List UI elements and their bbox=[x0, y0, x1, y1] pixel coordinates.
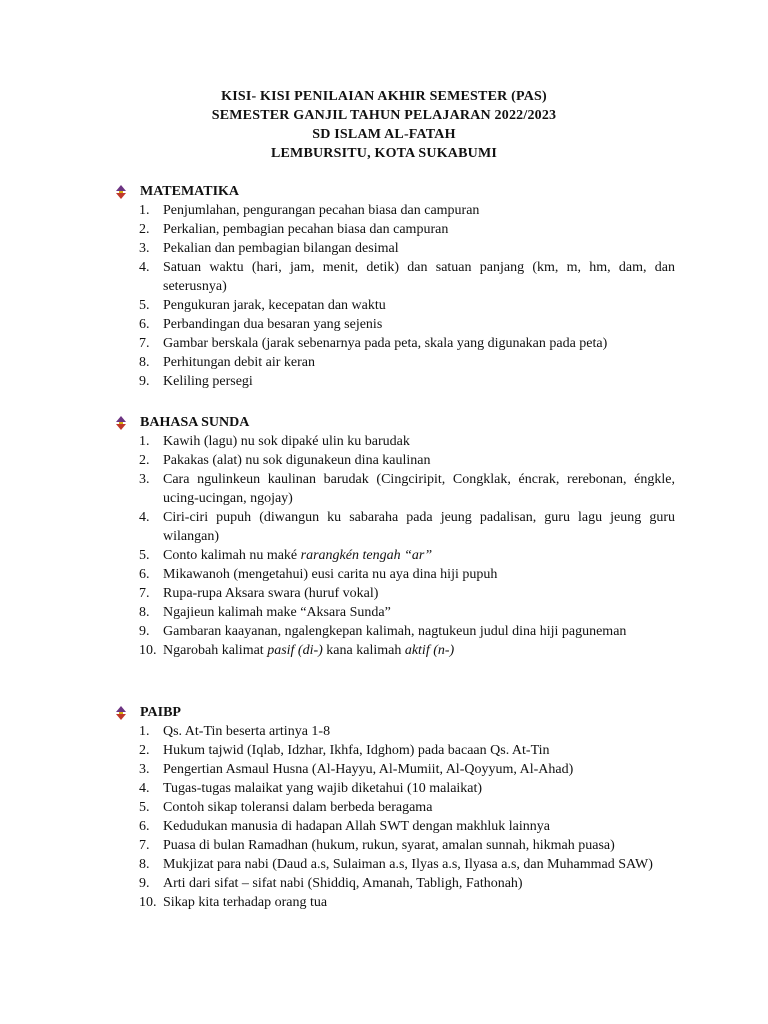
item-text: Gambaran kaayanan, ngalengkepan kalimah, nagtukeun judul dina hiji paguneman bbox=[163, 624, 627, 639]
item-number: 2. bbox=[139, 743, 150, 758]
list-item bbox=[115, 239, 675, 258]
item-number: 9. bbox=[139, 624, 150, 639]
topic-list bbox=[115, 201, 675, 391]
item-number: 7. bbox=[139, 336, 150, 351]
item-text: Cara ngulinkeun kaulinan barudak (Cingciripit, Congklak, éncrak, rerebonan, éngkle, ucing-ucingan, ngojay) bbox=[163, 472, 675, 506]
list-item bbox=[115, 798, 675, 817]
list-item bbox=[115, 201, 675, 220]
item-number: 3. bbox=[139, 472, 150, 487]
list-item bbox=[115, 315, 675, 334]
section-paibp bbox=[115, 703, 675, 912]
list-item bbox=[115, 451, 675, 470]
item-text: Rupa-rupa Aksara swara (huruf vokal) bbox=[163, 586, 379, 601]
topic-list bbox=[115, 432, 675, 660]
list-item bbox=[115, 353, 675, 372]
list-item bbox=[115, 874, 675, 893]
list-item bbox=[115, 779, 675, 798]
item-text: Pakakas (alat) nu sok digunakeun dina kaulinan bbox=[163, 453, 431, 468]
arrow-bullet-icon bbox=[115, 416, 127, 430]
list-item bbox=[115, 622, 675, 641]
item-number: 3. bbox=[139, 241, 150, 256]
item-text: Penjumlahan, pengurangan pecahan biasa dan campuran bbox=[163, 203, 480, 218]
item-number: 10. bbox=[139, 643, 157, 658]
item-number: 9. bbox=[139, 876, 150, 891]
item-text: Sikap kita terhadap orang tua bbox=[163, 895, 328, 910]
item-text: Conto kalimah nu maké bbox=[163, 548, 301, 563]
item-text-italic: rarangkén tengah “ar” bbox=[300, 548, 433, 563]
document-header bbox=[0, 87, 768, 163]
item-text: Hukum tajwid (Iqlab, Idzhar, Ikhfa, Idghom) pada bacaan Qs. At-Tin bbox=[163, 743, 550, 758]
item-text: Qs. At-Tin beserta artinya 1-8 bbox=[163, 724, 331, 739]
item-number: 4. bbox=[139, 781, 150, 796]
item-number: 6. bbox=[139, 567, 150, 582]
list-item bbox=[115, 372, 675, 391]
item-number: 4. bbox=[139, 260, 150, 275]
item-number: 7. bbox=[139, 586, 150, 601]
list-item bbox=[115, 817, 675, 836]
item-text: Tugas-tugas malaikat yang wajib diketahui (10 malaikat) bbox=[163, 781, 483, 796]
item-number: 5. bbox=[139, 800, 150, 815]
item-text: Satuan waktu (hari, jam, menit, detik) dan satuan panjang (km, m, hm, dam, dan seterusnya) bbox=[163, 260, 675, 294]
item-text: Kedudukan manusia di hadapan Allah SWT dengan makhluk lainnya bbox=[163, 819, 550, 834]
item-number: 5. bbox=[139, 298, 150, 313]
item-number: 6. bbox=[139, 317, 150, 332]
list-item bbox=[115, 722, 675, 741]
arrow-bullet-icon bbox=[115, 185, 127, 199]
list-item bbox=[115, 565, 675, 584]
list-item bbox=[115, 760, 675, 779]
list-item bbox=[115, 584, 675, 603]
list-item bbox=[115, 836, 675, 855]
list-item bbox=[115, 893, 675, 912]
header-title-line-1: KISI- KISI PENILAIAN AKHIR SEMESTER (PAS) bbox=[221, 89, 547, 104]
item-number: 9. bbox=[139, 374, 150, 389]
item-text-italic: aktif (n-) bbox=[404, 643, 455, 658]
header-location: LEMBURSITU, KOTA SUKABUMI bbox=[270, 146, 498, 161]
item-number: 1. bbox=[139, 434, 150, 449]
item-text: Ciri-ciri pupuh (diwangun ku sabaraha pada jeung padalisan, guru lagu jeung guru wilangan) bbox=[163, 510, 675, 544]
section-matematika bbox=[115, 182, 675, 391]
section-title-text: PAIBP bbox=[140, 705, 181, 720]
topic-list bbox=[115, 722, 675, 912]
item-number: 3. bbox=[139, 762, 150, 777]
item-text: Pekalian dan pembagian bilangan desimal bbox=[163, 241, 399, 256]
item-number: 7. bbox=[139, 838, 150, 853]
item-number: 8. bbox=[139, 857, 150, 872]
item-number: 6. bbox=[139, 819, 150, 834]
list-item bbox=[115, 258, 675, 296]
item-text: Perkalian, pembagian pecahan biasa dan campuran bbox=[163, 222, 449, 237]
item-number: 2. bbox=[139, 453, 150, 468]
item-text-italic: pasif (di-) bbox=[267, 643, 323, 658]
item-number: 4. bbox=[139, 510, 150, 525]
list-item bbox=[115, 334, 675, 353]
list-item bbox=[115, 855, 675, 874]
list-item bbox=[115, 508, 675, 546]
arrow-bullet-icon bbox=[115, 706, 127, 720]
section-title-text: MATEMATIKA bbox=[140, 184, 240, 199]
item-number: 1. bbox=[139, 724, 150, 739]
item-number: 10. bbox=[139, 895, 157, 910]
item-text: Mikawanoh (mengetahui) eusi carita nu aya dina hiji pupuh bbox=[163, 567, 498, 582]
list-item bbox=[115, 432, 675, 451]
list-item bbox=[115, 546, 675, 565]
item-text: Pengukuran jarak, kecepatan dan waktu bbox=[163, 298, 386, 313]
item-text: Gambar berskala (jarak sebenarnya pada peta, skala yang digunakan pada peta) bbox=[163, 336, 608, 351]
list-item bbox=[115, 603, 675, 622]
item-number: 8. bbox=[139, 355, 150, 370]
section-title-text: BAHASA SUNDA bbox=[140, 415, 250, 430]
item-text: Contoh sikap toleransi dalam berbeda beragama bbox=[163, 800, 433, 815]
item-number: 1. bbox=[139, 203, 150, 218]
section-title bbox=[115, 703, 675, 722]
header-school-name: SD ISLAM AL-FATAH bbox=[312, 127, 456, 142]
section-bahasa-sunda bbox=[115, 413, 675, 660]
item-text: Kawih (lagu) nu sok dipaké ulin ku barudak bbox=[163, 434, 410, 449]
item-number: 8. bbox=[139, 605, 150, 620]
header-title-line-2: SEMESTER GANJIL TAHUN PELAJARAN 2022/2023 bbox=[211, 108, 557, 123]
list-item bbox=[115, 741, 675, 760]
item-number: 2. bbox=[139, 222, 150, 237]
item-text: Pengertian Asmaul Husna (Al-Hayyu, Al-Mumiit, Al-Qoyyum, Al-Ahad) bbox=[163, 762, 574, 777]
item-text: kana kalimah bbox=[322, 643, 405, 658]
item-text: Ngarobah kalimat bbox=[163, 643, 268, 658]
item-text: Mukjizat para nabi (Daud a.s, Sulaiman a.s, Ilyas a.s, Ilyasa a.s, dan Muhammad SAW) bbox=[163, 857, 653, 872]
item-text: Puasa di bulan Ramadhan (hukum, rukun, syarat, amalan sunnah, hikmah puasa) bbox=[163, 838, 615, 853]
item-text: Perhitungan debit air keran bbox=[163, 355, 316, 370]
section-title bbox=[115, 182, 675, 201]
list-item bbox=[115, 470, 675, 508]
item-text: Perbandingan dua besaran yang sejenis bbox=[163, 317, 383, 332]
list-item bbox=[115, 641, 675, 660]
item-text: Ngajieun kalimah make “Aksara Sunda” bbox=[163, 605, 391, 620]
item-number: 5. bbox=[139, 548, 150, 563]
item-text: Keliling persegi bbox=[163, 374, 253, 389]
item-text: Arti dari sifat – sifat nabi (Shiddiq, Amanah, Tabligh, Fathonah) bbox=[163, 876, 523, 891]
section-title bbox=[115, 413, 675, 432]
list-item bbox=[115, 296, 675, 315]
list-item bbox=[115, 220, 675, 239]
